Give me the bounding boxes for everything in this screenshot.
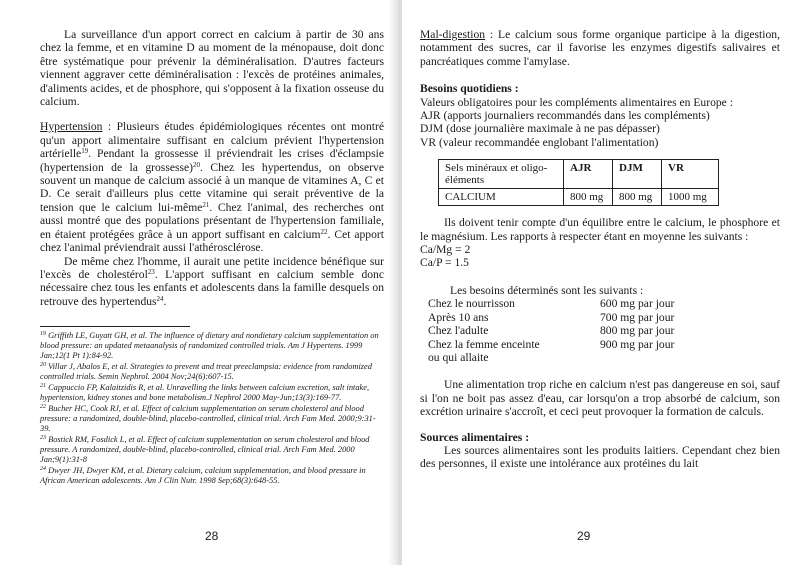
footnote-22 <box>40 404 384 434</box>
footnote-text: Cappuccio FP, Kalaitzidis R, et al. Unravelling the links between calcium excretion, salt intake, hypertension, kidney stones and bone metabolism.J Nephrol 2000 May-Jun;13(3):169-77. <box>40 383 370 403</box>
list-item <box>428 324 780 337</box>
cholesterol-text-c: . <box>163 294 167 308</box>
footnote-19 <box>40 331 384 361</box>
table-row <box>439 189 719 206</box>
ref-21: 21 <box>202 200 210 209</box>
hypertension-heading: Hypertension <box>40 120 103 134</box>
needs-group: Chez le nourrisson <box>428 297 515 311</box>
needs-list <box>428 297 780 364</box>
page-number-left: 28 <box>205 529 219 543</box>
ref-24: 24 <box>156 294 164 303</box>
footnote-text: Villar J, Abalos E, et al. Strategies to prevent and treat preeclampsia: evidence from randomized controlled trials. Semin Nephrol. 2004 Nov;24(6):607-15. <box>40 362 372 382</box>
table-cell: 1000 mg <box>662 189 719 206</box>
needs-amount: 700 mg par jour <box>600 310 675 324</box>
needs-group: Après 10 ans <box>428 310 489 324</box>
footnote-text: Bucher HC, Cook RJ, et al. Effect of calcium supplementation on serum cholesterol and blood pressure: a randomized, double-blind, placebo-controlled, clinical trial. Arch Fam Med. 2000;9:31-39. <box>40 404 376 434</box>
footnote-number: 24 <box>40 466 46 473</box>
hypertension-text-c: . Chez les hypertendus, on observe souvent un manque de calcium associé à un manque de vitamines A, C et D. Ce serait d'ailleurs plus cette vitamine qui serait préventive de la tension que le calcium lui-même <box>40 160 384 214</box>
hypertension-text-b: . Pendant la grossesse il préviendrait les crises d'éclampsie (hypertension de la grossesse) <box>40 147 384 174</box>
list-item <box>428 311 780 324</box>
footnotes <box>40 331 384 486</box>
ratio-ca-p: Ca/P = 1.5 <box>420 256 469 270</box>
cholesterol-text-b: . L'apport suffisant en calcium semble donc nécessaire chez tous les enfants et adolescents dans la famille desquels on retrouve des hypertendus <box>40 267 384 308</box>
table-cell: 800 mg <box>613 189 662 206</box>
footnote-23 <box>40 435 384 465</box>
table-header-row <box>439 160 719 189</box>
hypertension-text-d: . Chez l'animal, des recherches ont aussi montré que des populations présentant de l'hypertension familiale, en étaient protégées grâce à un apport suffisant en calcium <box>40 200 384 241</box>
left-page <box>0 0 398 565</box>
equilibre-paragraph: Ils doivent tenir compte d'un équilibre entre le calcium, le phosphore et le magnésium. Les rapports à respecter étant en moyenne les suivants : <box>420 216 780 243</box>
maldigestion-paragraph <box>420 28 780 68</box>
cholesterol-paragraph <box>40 255 384 309</box>
table-cell: CALCIUM <box>439 189 564 206</box>
besoins-line: AJR (apports journaliers recommandés dans les compléments) <box>420 109 710 123</box>
sources-paragraph: Les sources alimentaires sont les produits laitiers. Cependant chez bien des personnes, il existe une intolérance aux protéines du lait <box>420 443 780 471</box>
maldigestion-text: : Le calcium sous forme organique participe à la digestion, notamment des sucres, car il favorise les enzymes digestifs salivaires et pancréatiques comme l'amylase. <box>420 28 780 68</box>
maldigestion-heading: Mal-digestion <box>420 28 486 41</box>
footnote-text: Griffith LE, Guyatt GH, et al. The influence of dietary and nondietary calcium supplementation on blood pressure: an updated metaanalysis of randomized controlled trials. Am J Hypertens. 1999 Jan;12(1 Pt 1):84-92. <box>40 331 379 361</box>
footnote-text: Dwyer JH, Dwyer KM, et al. Dietary calcium, calcium supplementation, and blood pressure in African American adolescents. Am J Clin Nutr. 1998 Sep;68(3):648-55. <box>40 466 366 486</box>
footnote-number: 22 <box>40 404 46 411</box>
besoins-line: Valeurs obligatoires pour les compléments alimentaires en Europe : <box>420 95 733 109</box>
needs-group: Chez l'adulte <box>428 324 489 338</box>
table-header-cell: VR <box>662 160 719 189</box>
list-item <box>428 351 780 364</box>
footnote-text: Bostick RM, Fosdick L, et al. Effect of calcium supplementation on serum cholesterol and blood pressure. A randomized, double-blind, placebo-controlled, clinical trial. Arch Fam Med. 2000 Jan;9(1):31-8 <box>40 435 370 465</box>
needs-amount: 900 mg par jour <box>600 337 675 351</box>
intro-paragraph: La surveillance d'un apport correct en calcium à partir de 30 ans chez la femme, et en vitamine D au moment de la ménopause, doit donc être systématique pour prévenir la déminéralisation. D'autres facteurs viennent aggraver cette déminéralisation : l'excès de protéines animales, d'aliments acides, et de phosphore, qui s'opposent à la fixation osseuse du calcium. <box>40 28 384 109</box>
besoins-line: DJM (dose journalière maximale à ne pas dépasser) <box>420 122 660 136</box>
ref-20: 20 <box>193 160 201 169</box>
footnote-21 <box>40 383 384 403</box>
besoins-heading: Besoins quotidiens : <box>420 82 519 96</box>
footnote-24 <box>40 466 384 486</box>
excess-paragraph: Une alimentation trop riche en calcium n'est pas dangereuse en soi, sauf si l'on ne boit pas assez d'eau, car lorsqu'on a trop absorbé de calcium, son excrétion urinaire s'accroît, et ceci peut provoquer la formation de calculs. <box>420 378 780 419</box>
hypertension-text-a: : Plusieurs études épidémiologiques récentes ont montré qu'un apport alimentaire suffisant en calcium prévient l'hypertension artérielle <box>40 120 384 161</box>
ref-22: 22 <box>320 227 328 236</box>
footnote-divider <box>40 326 190 327</box>
sources-heading: Sources alimentaires : <box>420 430 530 444</box>
ref-19: 19 <box>81 147 89 156</box>
list-item <box>428 297 780 310</box>
needs-intro: Les besoins déterminés sont les suivants : <box>450 283 644 297</box>
hypertension-paragraph <box>40 120 384 254</box>
table-header-cell: DJM <box>613 160 662 189</box>
footnote-number: 19 <box>40 331 46 338</box>
besoins-line: VR (valeur recommandée englobant l'alimentation) <box>420 135 659 149</box>
minerals-table <box>438 159 719 206</box>
needs-amount: 800 mg par jour <box>600 324 675 338</box>
page-number-right: 29 <box>577 529 591 543</box>
right-page <box>402 0 800 565</box>
list-item <box>428 338 780 351</box>
table-header-cell: AJR <box>564 160 613 189</box>
ratio-ca-mg: Ca/Mg = 2 <box>420 243 471 257</box>
footnote-number: 21 <box>40 383 46 390</box>
gutter-shadow-left <box>388 0 398 565</box>
footnote-number: 23 <box>40 435 46 442</box>
footnote-number: 20 <box>40 362 46 369</box>
table-cell: 800 mg <box>564 189 613 206</box>
needs-amount: 600 mg par jour <box>600 297 675 311</box>
needs-group: Chez la femme enceinte <box>428 337 540 351</box>
hypertension-text-e: . Cet apport chez l'animal préviendrait aussi l'athérosclérose. <box>40 227 384 255</box>
needs-amount <box>600 351 700 364</box>
needs-group: ou qui allaite <box>428 350 489 364</box>
cholesterol-text-a: De même chez l'homme, il aurait une petite incidence bénéfique sur l'excès de cholestérol <box>40 254 384 281</box>
ref-23: 23 <box>147 267 155 276</box>
footnote-20 <box>40 362 384 382</box>
table-header-cell: Sels minéraux et oligo-éléments <box>439 160 564 189</box>
